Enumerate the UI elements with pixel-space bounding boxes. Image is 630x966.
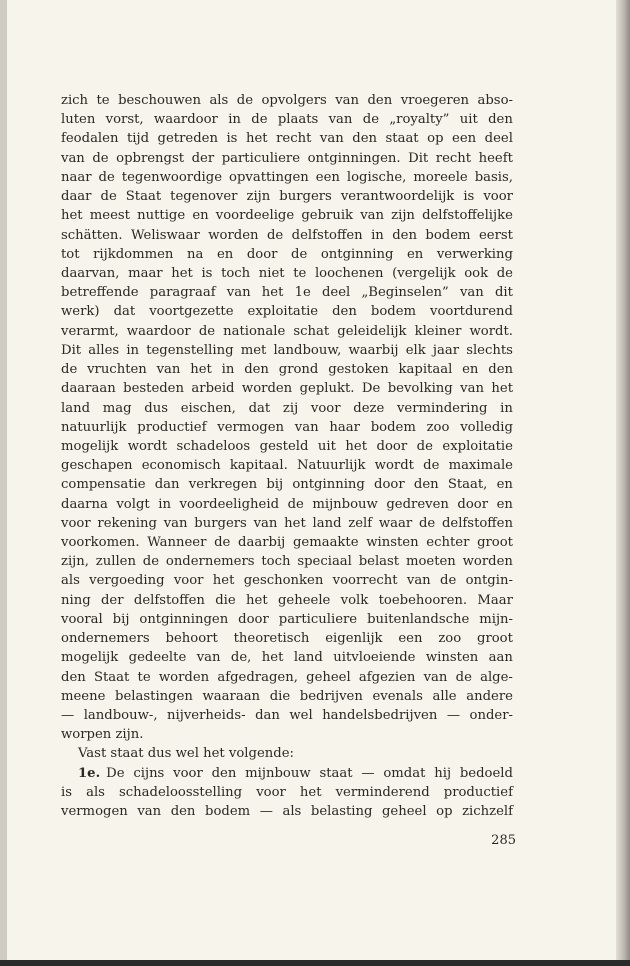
text-line: 1e. De cijns voor den mijnbouw staat — omdat hij bedoeld — [61, 764, 513, 783]
text-line: luten vorst, waardoor in de plaats van de „royalty” uit den — [61, 112, 513, 128]
scan-edge-bottom — [0, 960, 630, 966]
text-line — [61, 725, 513, 744]
line-text: worpen zijn. — [61, 727, 144, 743]
scan-edge-right — [616, 0, 630, 966]
text-line: vooral bij ontginningen door particuliere buitenlandsche mijn- — [61, 611, 513, 627]
text-line: voorkomen. Wanneer de daarbij gemaakte winsten echter groot — [61, 535, 513, 551]
text-line: schätten. Weliswaar worden de delfstoffen in den bodem eerst — [61, 227, 513, 243]
text-line: ondernemers behoort theoretisch eigenlijk een zoo groot — [61, 631, 513, 647]
text-line: daarna volgt in voordeeligheid de mijnbouw gedreven door en — [61, 496, 513, 512]
text-line: voor rekening van burgers van het land zelf waar de delfstoffen — [61, 515, 513, 531]
text-line: daaraan besteden arbeid worden geplukt. De bevolking van het — [61, 381, 513, 397]
text-line: — landbouw-, nijverheids- dan wel handelsbedrijven — onder- — [61, 708, 513, 723]
text-line: tot rijkdommen na en door de ontginning en verwerking — [61, 246, 513, 262]
text-line — [61, 744, 513, 763]
body-text — [61, 91, 513, 821]
page-number: 285 — [491, 833, 516, 848]
text-line: als vergoeding voor het geschonken voorrecht van de ontgin- — [61, 573, 513, 589]
list-marker: 1e. — [78, 765, 101, 781]
text-line: het meest nuttige en voordeelige gebruik van zijn delfstoffelijke — [61, 208, 513, 224]
text-line: is als schadeloosstelling voor het verminderend productief — [61, 784, 513, 800]
text-line: verarmt, waardoor de nationale schat geleidelijk kleiner wordt. — [61, 323, 513, 339]
text-line: feodalen tijd getreden is het recht van den staat op een deel — [61, 131, 513, 147]
text-line: werk) dat voortgezette exploitatie den bodem voortdurend — [61, 304, 513, 320]
text-line: zijn, zullen de ondernemers toch speciaal belast moeten worden — [61, 554, 513, 570]
text-line: mogelijk wordt schadeloos gesteld uit het door de exploitatie — [61, 438, 513, 454]
text-line: betreffende paragraaf van het 1e deel „Beginselen” van dit — [61, 285, 513, 301]
text-line: de vruchten van het in den grond gestoken kapitaal en den — [61, 362, 513, 378]
text-line: Dit alles in tegenstelling met landbouw, waarbij elk jaar slechts — [61, 342, 513, 358]
text-line: mogelijk gedeelte van de, het land uitvloeiende winsten aan — [61, 650, 513, 666]
text-line: van de opbrengst der particuliere ontginningen. Dit recht heeft — [61, 150, 513, 166]
text-line: den Staat te worden afgedragen, geheel afgezien van de alge- — [61, 669, 513, 685]
text-line: natuurlijk productief vermogen van haar bodem zoo volledig — [61, 419, 513, 435]
text-line: vermogen van den bodem — als belasting geheel op zichzelf — [61, 804, 513, 820]
scan-edge-left — [0, 0, 7, 966]
text-line: ning der delfstoffen die het geheele volk toebehooren. Maar — [61, 592, 513, 608]
text-line: land mag dus eischen, dat zij voor deze vermindering in — [61, 400, 513, 416]
text-line: daar de Staat tegenover zijn burgers verantwoordelijk is voor — [61, 189, 513, 205]
text-line: compensatie dan verkregen bij ontginning door den Staat, en — [61, 477, 513, 493]
text-line: daarvan, maar het is toch niet te loochenen (vergelijk ook de — [61, 265, 513, 281]
text-line: meene belastingen waaraan die bedrijven evenals alle andere — [61, 688, 513, 704]
text-line: naar de tegenwoordige opvattingen een logische, moreele basis, — [61, 169, 513, 185]
text-line: zich te beschouwen als de opvolgers van den vroegeren abso- — [61, 93, 513, 108]
text-line: geschapen economisch kapitaal. Natuurlijk wordt de maximale — [61, 458, 513, 474]
line-text: Vast staat dus wel het volgende: — [78, 746, 294, 762]
